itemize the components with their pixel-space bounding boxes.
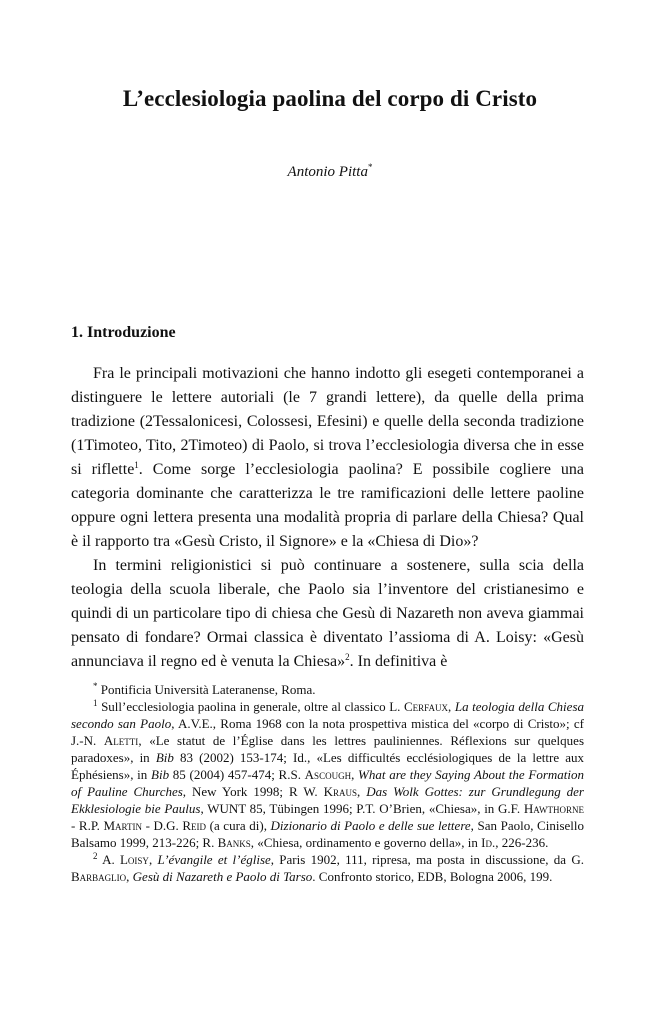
- author-name: Loisy: [119, 852, 149, 867]
- author-name: Martin: [103, 818, 142, 833]
- section-heading: 1. Introduzione: [71, 324, 176, 341]
- footnote-text: , Paris 1902, 111, ripresa, ma posta in discussione, da G.: [270, 852, 584, 867]
- footnote-1-mark: 1: [93, 698, 98, 708]
- paragraph-2-text-b: . In definitiva è: [349, 653, 448, 670]
- work-title: L’évangile et l’église: [157, 852, 271, 867]
- author-name: Cerfaux: [404, 699, 449, 714]
- footnote-star-text: Pontificia Università Lateranense, Roma.: [100, 682, 316, 697]
- footnote-text: ,: [126, 869, 133, 884]
- footnote-text: Sull’ecclesiologia paolina in generale, oltre al classico L.: [101, 699, 404, 714]
- paragraph-1-text-b: . Come sorge l’ecclesiologia paolina? E possibile cogliere una categoria dominante che caratterizza le tre ramificazioni delle lettere paoline oppure ogni lettera presenta una modalità propria di parlare della Chiesa? Qual è il rapporto tra «Gesù Cristo, il Signore» e la «Chiesa di Dio»?: [71, 461, 585, 550]
- footnote-2-mark: 2: [93, 851, 98, 861]
- journal-title: Bib: [151, 767, 170, 782]
- footnote-text: , 226-236.: [495, 835, 549, 850]
- footnote-text: A.: [102, 852, 120, 867]
- author-name: Hawthorne: [523, 801, 584, 816]
- footnote-ref-1: 1: [134, 460, 139, 470]
- author-name: Aletti: [103, 733, 139, 748]
- footnote-star-mark: *: [93, 681, 98, 691]
- footnote-text: , A.V.E., Roma 1968 con la nota prospettiva mistica del «corpo di Cristo»; cf J.-N.: [71, 716, 584, 748]
- article-title: L’ecclesiologia paolina del corpo di Cristo: [122, 86, 538, 111]
- footnote-text: - R.P.: [71, 818, 104, 833]
- footnote-text: . Confronto storico, EDB, Bologna 2006, 199.: [312, 869, 553, 884]
- footnote-text: ,: [448, 699, 455, 714]
- work-title: What are they Saying About the Formation of Pauline Churches: [71, 767, 584, 799]
- work-title: La teologia della Chiesa secondo san Paolo: [71, 699, 585, 731]
- footnote-ref-2: 2: [345, 652, 350, 662]
- work-title: Dizionario di Paolo e delle sue lettere: [270, 818, 471, 833]
- footnote-text: ,: [351, 767, 359, 782]
- footnote-text: ,: [148, 852, 158, 867]
- author-line: [0, 164, 660, 181]
- work-title: Das Wolk Gottes: zur Grundlegung der Ekklesiologie bie Paulus: [71, 784, 584, 816]
- footnote-text: 85 (2004) 457-474; R.S.: [169, 767, 305, 782]
- journal-title: Bib: [155, 750, 174, 765]
- paragraph-2-text-a: In termini religionistici si può continuare a sostenere, sulla scia della teologia della scuola liberale, che Paolo sia l’inventore del cristianesimo e quindi di un particolare tipo di chiesa che Gesù di Nazareth non aveva giammai pensato di fondare? Ormai classica è diventato l’assioma di A. Loisy: «Gesù annunciava il regno ed è venuta la Chiesa»: [71, 557, 584, 670]
- footnote-text: , San Paolo, Cinisello Balsamo 1999, 213-226; R.: [71, 818, 584, 850]
- paragraph-2: [71, 554, 584, 674]
- footnote-text: - D.G.: [141, 818, 183, 833]
- footnote-text: 83 (2002) 153-174; Id., «Les difficultés ecclésiologiques de la lettre aux Éphésiens», in: [71, 750, 585, 782]
- author-name: Ascough: [304, 767, 352, 782]
- footnote-text: (a cura di),: [206, 818, 271, 833]
- body-text: [71, 362, 584, 674]
- author-footnote-mark: *: [367, 162, 373, 172]
- work-title: Gesù di Nazareth e Paolo di Tarso: [132, 869, 313, 884]
- author-name: Banks: [217, 835, 251, 850]
- author-name: Id.: [481, 835, 496, 850]
- footnote-star: [71, 681, 584, 698]
- author-name: Antonio Pitta: [287, 164, 368, 180]
- paragraph-1-text-a: Fra le principali motivazioni che hanno indotto gli esegeti contemporanei a distinguere le lettere autoriali (le 7 grandi lettere), da quelle della prima tradizione (2Tessalonicesi, Colossesi, Efesini) e quelle della seconda tradizione (1Timoteo, Tito, 2Timoteo) di Paolo, si trova l’ecclesiologia diversa che in esse si riflette: [71, 365, 584, 478]
- footnote-1: [71, 698, 584, 851]
- footnote-text: , WUNT 85, Tübingen 1996; P.T. O’Brien, «Chiesa», in G.F.: [200, 801, 524, 816]
- author-name: Reid: [182, 818, 207, 833]
- footnote-text: , «Le statut de l’Église dans les lettres pauliniennes. Réflexions sur quelques paradoxes», in: [71, 733, 584, 765]
- paragraph-1: [71, 362, 584, 554]
- author-name: Barbaglio: [71, 869, 127, 884]
- footnotes: [71, 681, 584, 885]
- footnote-text: , New York 1998; R W.: [182, 784, 324, 799]
- author-name: Kraus: [323, 784, 358, 799]
- footnote-text: ,: [357, 784, 367, 799]
- footnote-2: [71, 851, 584, 885]
- footnote-text: , «Chiesa, ordinamento e governo della», in: [250, 835, 482, 850]
